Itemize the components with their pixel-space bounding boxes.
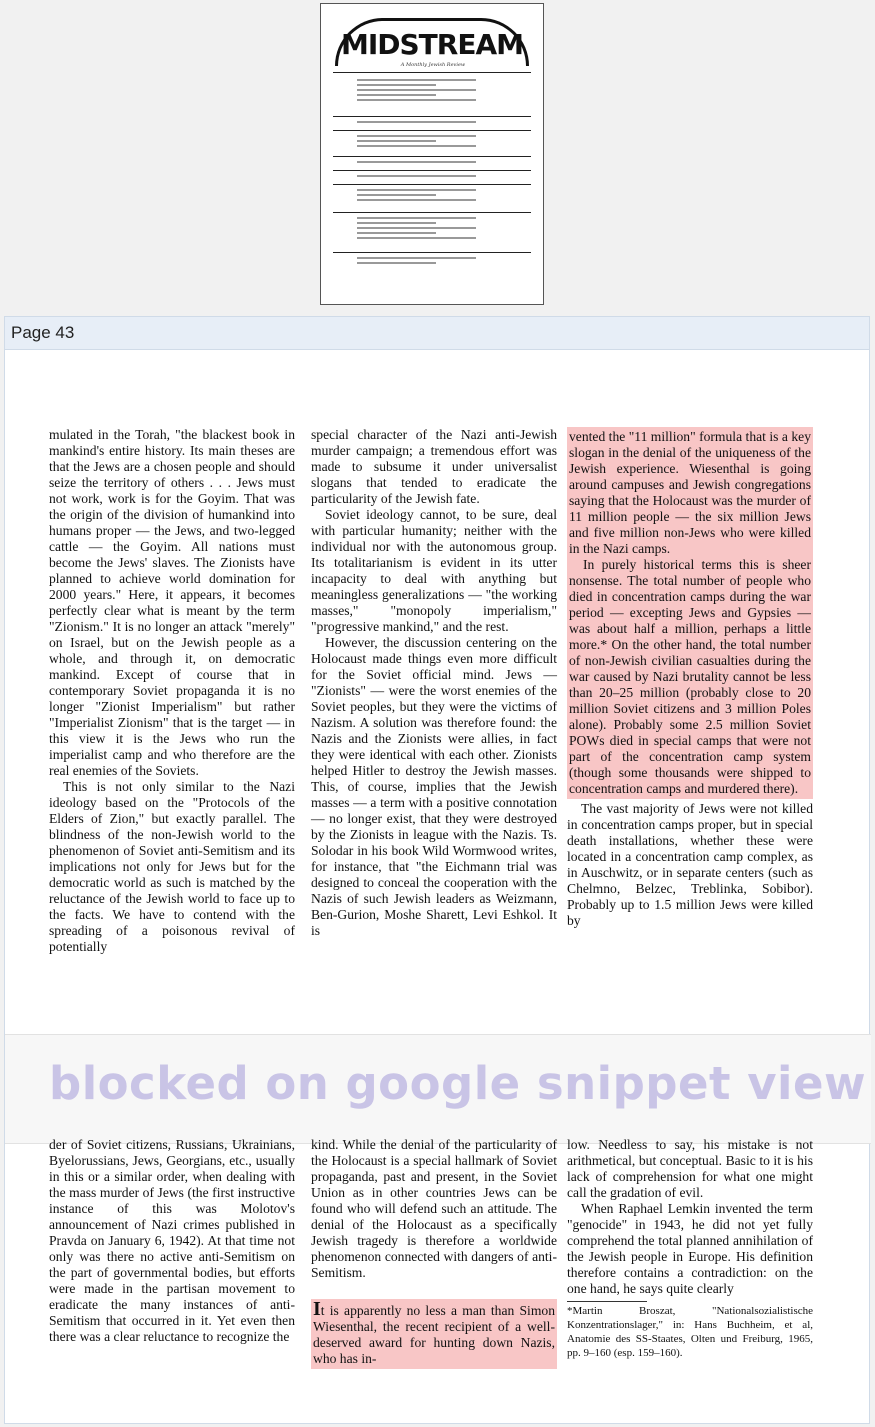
top-column-2	[311, 427, 557, 939]
cover-contents-block	[333, 254, 531, 264]
bottom-column-3	[567, 1137, 813, 1360]
magazine-cover-thumbnail[interactable]	[320, 3, 544, 305]
cover-contents-block	[333, 186, 531, 201]
bottom-column-1	[49, 1137, 295, 1397]
cover-divider	[333, 130, 531, 131]
paragraph: However, the discussion centering on the Holocaust made things even more difficult for the Soviet official mind. Jews — "Zionists" — were the worst enemies of the Soviet peoples, but they were the victims of Nazism. A solution was therefore found: the Nazis and the Zionists were allies, in fact they were identical with each other. Zionists helped Hitler to destroy the Jewish masses. This, of course, implies that the Jewish masses — a term with a positive connotation — no longer exist, that they were destroyed by the Zionists in league with the Nazis. Ts. Solodar in his book Wild Wormwood writes, for instance, that "the Eichmann trial was designed to conceal the cooperation with the Nazis of such Jewish leaders as Weizmann, Ben-Gurion, Moshe Sharett, Levi Eshkol. It is	[311, 635, 557, 938]
bottom-column-2	[311, 1137, 557, 1369]
cover-divider	[333, 184, 531, 185]
page-number-label: Page 43	[5, 317, 869, 350]
paragraph: special character of the Nazi anti-Jewish murder campaign; a tremendous effort was made to subsume it under universalist slogans that tended to eradicate the particularity of the Jewish fate.	[311, 427, 557, 506]
snippet-blocked-notice: blocked on google snippet view	[49, 1057, 867, 1110]
paragraph: mulated in the Torah, "the blackest book in mankind's entire history. Its main theses are that the Jews are a chosen people and should seize the territory of others . . . Jews must not work, work is for the Goyim. That was the origin of the division of humankind into humans proper — the Jews, and two-legged cattle — the Goyim. All nations must become the Jews' slaves. The Zionists have planned to achieve world domination for 2000 years." Here, it appears, it becomes perfectly clear what is meant by the term "Zionism." It is no longer an attack "merely" on Israel, but on the Jewish people as a whole, and through it, on democratic mankind. Except of course that in contemporary Soviet propaganda it is no longer "Zionist Imperialism" but rather "Imperialist Zionism" that is the target — in this view it is the Jews who run the imperialist camp and who therefore are the real enemies of the Soviets.	[49, 427, 295, 778]
snippet-block-overlay	[5, 1034, 871, 1144]
top-column-1	[49, 427, 295, 955]
cover-title: MIDSTREAM	[340, 28, 523, 61]
drop-cap: I	[313, 1298, 321, 1320]
cover-contents-block	[333, 118, 531, 123]
cover-subtitle: A Monthly Jewish Review	[400, 62, 466, 68]
cover-contents-block	[333, 172, 531, 177]
paragraph: This is not only similar to the Nazi ideology based on the "Protocols of the Elders of Zion," but exactly parallel. The blindness of the non-Jewish world to the phenomenon of Soviet anti-Semitism and its implications not only for Jews but for the democratic world as such is matched by the reluctance of the Jewish world to face up to the facts. We have to contend with the spreading of a poisonous revival of potentially	[49, 779, 295, 954]
paragraph: In purely historical terms this is sheer nonsense. The total number of people who died in concentration camps during the war period — excepting Jews and Gypsies — was about half a million, perhaps a little more.* On the other hand, the total number of non-Jewish civilian casualties during the war caused by Nazi brutality cannot be less than 20–25 million (probably close to 20 million Soviet citizens and 3 million Poles alone). Probably some 2.5 million Soviet POWs died in special camps that were not part of the concentration camp system (though some thousands were shipped to concentration camps and murdered there).	[569, 557, 811, 796]
cover-divider	[333, 252, 531, 253]
cover-contents-block	[333, 214, 531, 239]
paragraph: kind. While the denial of the particularity of the Holocaust is a special hallmark of Soviet propaganda, past and present, in the Soviet Union as in other countries Jews can be found who will defend such an attitude. The denial of the Holocaust as a specifically Jewish tragedy is therefore a worldwide phenomenon connected with dangers of anti-Semitism.	[311, 1137, 557, 1280]
paragraph: vented the "11 million" formula that is a key slogan in the denial of the uniqueness of the Jewish experience. Wiesenthal is going around campuses and Jewish congregations saying that the Holocaust was the murder of 11 million people — the six million Jews and five million non-Jews who were killed in the Nazi camps.	[569, 429, 811, 556]
cover-divider	[333, 156, 531, 157]
cover-divider	[333, 170, 531, 171]
paragraph: The vast majority of Jews were not killed in concentration camps proper, but in special death installations, whether these were located in a concentration camp complex, as in Auschwitz, or in separate centers (such as Chelmno, Belzec, Treblinka, Sobibor). Probably up to 1.5 million Jews were killed by	[567, 801, 813, 928]
cover-divider	[333, 72, 531, 73]
cover-contents-block	[333, 158, 531, 163]
cover-divider	[333, 116, 531, 117]
paragraph: t is apparently no less a man than Simon Wiesenthal, the recent recipient of a well-deserved award for hunting down Nazis, who has in-	[313, 1303, 555, 1366]
paragraph: der of Soviet citizens, Russians, Ukrainians, Byelorussians, Jews, Georgians, etc., usually in this or a similar order, when dealing with the mass murder of Jews (the first instructive instance of this was Molotov's announcement of Nazi crimes published in Pravda on January 6, 1942). At that time not only was there no active anti-Semitism on the part of governmental bodies, but efforts were made in the partisan movement to eradicate the many instances of anti-Semitism that occurred in it. Yet even then there was a clear reluctance to recognize the	[49, 1137, 295, 1344]
cover-contents-block	[333, 132, 531, 147]
top-column-3	[567, 427, 813, 929]
footnote: *Martin Broszat, "Nationalsozialistische Konzentrationslager," in: Hans Buchheim, et al, Anatomie des SS-Staates, Olten und Freiburg, 1965, pp. 9–160 (esp. 159–160).	[567, 1305, 813, 1359]
paragraph: When Raphael Lemkin invented the term "genocide" in 1943, he did not yet fully comprehend the total planned annihilation of the Jewish people in Europe. His definition therefore contains a contradiction: on the one hand, he says quite clearly	[567, 1201, 813, 1296]
cover-divider	[333, 212, 531, 213]
highlighted-passage	[311, 1299, 557, 1369]
highlighted-passage	[567, 427, 813, 799]
page-panel	[4, 316, 870, 1424]
footnote-rule	[567, 1301, 647, 1302]
cover-contents-block	[333, 76, 531, 101]
paragraph: low. Needless to say, his mistake is not arithmetical, but conceptual. Basic to it is his lack of comprehension for what one might call the gradation of evil.	[567, 1137, 813, 1200]
paragraph: Soviet ideology cannot, to be sure, deal with particular humanity; neither with the individual nor with the autonomous group. Its totalitarianism is evident in its utter incapacity to deal with anything but meaningless generalizations — "the working masses," "monopoly imperialism," "progressive mankind," and the rest.	[311, 507, 557, 634]
